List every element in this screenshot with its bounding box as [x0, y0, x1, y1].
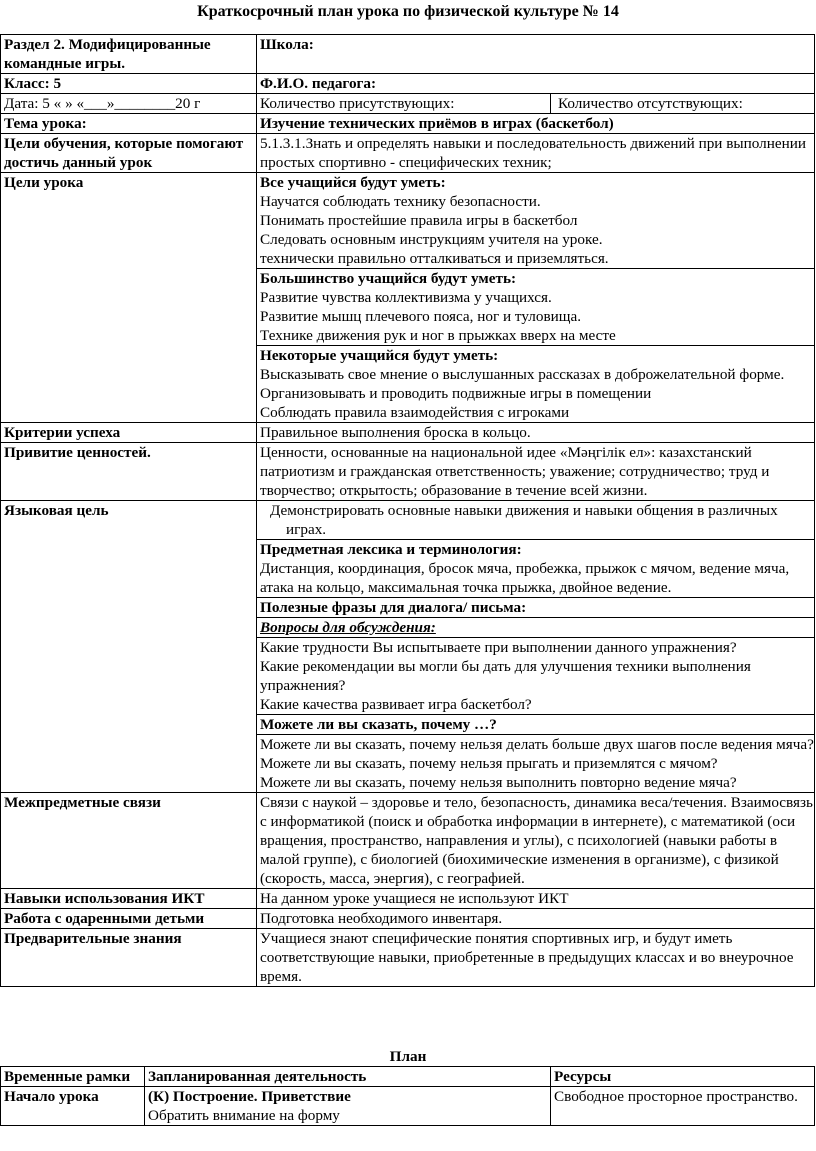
goal-item: технически правильно отталкиваться и приземляться.: [260, 250, 609, 267]
lesson-plan-table: [0, 34, 815, 987]
questions-block: [257, 618, 814, 638]
why-list: [257, 735, 814, 792]
plan-table: [0, 1066, 815, 1126]
values-value-cell: [257, 443, 815, 501]
why-item: Можете ли вы сказать, почему нельзя делать больше двух шагов после ведения мяча?: [260, 736, 814, 753]
goals-group-all: [257, 173, 814, 269]
values-value: Ценности, основанные на национальной идее «Мәңгілік ел»: казахстанский патриотизм и гражданская ответственность; уважение; сотрудничество; труд и творчество; открытость; образование в течение всей жизни.: [260, 444, 770, 499]
plan-activity-heading: (К) Построение. Приветствие: [148, 1088, 351, 1105]
plan-header-resources: [551, 1067, 815, 1087]
plan-header-activity: [145, 1067, 551, 1087]
plan-header-activity-label: Запланированная деятельность: [148, 1068, 367, 1085]
language-label: Языковая цель: [4, 502, 109, 519]
why-heading-block: [257, 715, 814, 735]
plan-time: Начало урока: [4, 1088, 99, 1105]
school-cell: [257, 35, 815, 74]
teacher-cell: [257, 74, 815, 94]
question-item: Какие трудности Вы испытываете при выполнении данного упражнения?: [260, 639, 737, 656]
question-item: Какие рекомендации вы могли бы дать для улучшения техники выполнения упражнения?: [260, 658, 751, 694]
table-row: [1, 501, 815, 793]
section-label: Раздел 2. Модифицированные командные игры.: [4, 36, 211, 72]
goals-group-most: [257, 269, 814, 346]
goals-heading: Большинство учащийся будут уметь:: [260, 270, 517, 287]
table-row: [1, 443, 815, 501]
table-row: [1, 1067, 815, 1087]
table-row: [1, 929, 815, 987]
plan-resources-cell: [551, 1087, 815, 1126]
class-cell: [1, 74, 257, 94]
question-item: Какие качества развивает игра баскетбол?: [260, 696, 532, 713]
criteria-label-cell: [1, 423, 257, 443]
cross-value: Связи с наукой – здоровье и тело, безопасность, динамика веса/течения. Взаимосвязь с информатикой (поиск и обработка информации в интернете), с математикой (оси вращения, пространство, направления и углы), с психологией (навыки работы в малой группе), с биологией (биохимические изменения в организме), с физикой (скорость, масса, энергия), с географией.: [260, 794, 813, 887]
lesson-goals-label: Цели урока: [4, 174, 84, 191]
cross-label-cell: [1, 793, 257, 889]
lesson-goals-cell: [257, 173, 815, 423]
criteria-value-cell: [257, 423, 815, 443]
vocab-block: [257, 540, 814, 598]
topic-label-cell: [1, 114, 257, 134]
table-row: [1, 114, 815, 134]
lesson-goals-label-cell: [1, 173, 257, 423]
ict-label: Навыки использования ИКТ: [4, 890, 205, 907]
prior-label-cell: [1, 929, 257, 987]
present-cell: [257, 94, 551, 114]
school-label: Школа:: [260, 36, 314, 53]
present-label: Количество присутствующих:: [260, 95, 455, 112]
ict-value: На данном уроке учащиеся не используют ИКТ: [260, 890, 569, 907]
gifted-label-cell: [1, 909, 257, 929]
goal-item: Технике движения рук и ног в прыжках вверх на месте: [260, 327, 616, 344]
language-label-cell: [1, 501, 257, 793]
questions-heading: Вопросы для обсуждения:: [260, 619, 436, 636]
goal-item: Организовывать и проводить подвижные игры в помещении: [260, 385, 652, 402]
plan-time-cell: [1, 1087, 145, 1126]
goal-item: Понимать простейшие правила игры в баскетбол: [260, 212, 578, 229]
goals-heading: Некоторые учащийся будут уметь:: [260, 347, 499, 364]
questions-list: [257, 638, 814, 715]
prior-value-cell: [257, 929, 815, 987]
absent-cell: [551, 94, 815, 114]
goal-item: Развитие чувства коллективизма у учащихся.: [260, 289, 552, 306]
plan-activity-cell: [145, 1087, 551, 1126]
topic-label: Тема урока:: [4, 115, 87, 132]
plan-activity-text: Обратить внимание на форму: [148, 1107, 340, 1124]
prior-value: Учащиеся знают специфические понятия спортивных игр, и будут иметь соответствующие навыки, приобретенные в предыдущих классах и во внеурочное время.: [260, 930, 794, 985]
criteria-label: Критерии успеха: [4, 424, 121, 441]
table-row: [1, 909, 815, 929]
plan-resources: Свободное просторное пространство.: [554, 1088, 798, 1105]
plan-title: План: [389, 1048, 427, 1065]
topic-value: Изучение технических приёмов в играх (баскетбол): [260, 115, 614, 132]
learning-goals-label: Цели обучения, которые помогают достичь данный урок: [4, 135, 244, 171]
learning-goals-value: 5.1.3.1.Знать и определять навыки и последовательность движений при выполнении простых спортивно - специфических техник;: [260, 135, 806, 171]
goal-item: Соблюдать правила взаимодействия с игроками: [260, 404, 570, 421]
values-label: Привитие ценностей.: [4, 444, 151, 461]
why-heading: Можете ли вы сказать, почему …?: [260, 716, 497, 733]
learning-goals-label-cell: [1, 134, 257, 173]
language-intro-block: [257, 501, 814, 540]
why-item: Можете ли вы сказать, почему нельзя выполнить повторно ведение мяча?: [260, 774, 737, 791]
gifted-value-cell: [257, 909, 815, 929]
phrases-block: [257, 598, 814, 618]
section-cell: [1, 35, 257, 74]
vocab-heading: Предметная лексика и терминология:: [260, 541, 522, 558]
prior-label: Предварительные знания: [4, 930, 182, 947]
cross-value-cell: [257, 793, 815, 889]
plan-header-time: [1, 1067, 145, 1087]
table-row: [1, 35, 815, 74]
gifted-label: Работа с одаренными детьми: [4, 910, 205, 927]
table-row: [1, 889, 815, 909]
values-label-cell: [1, 443, 257, 501]
goals-heading: Все учащийся будут уметь:: [260, 174, 446, 191]
language-cell: [257, 501, 815, 793]
page-title: Краткосрочный план урока по физической культуре № 14: [197, 3, 619, 20]
table-row: [1, 1087, 815, 1126]
table-row: [1, 793, 815, 889]
plan-header-resources-label: Ресурсы: [554, 1068, 612, 1085]
topic-value-cell: [257, 114, 815, 134]
gifted-value: Подготовка необходимого инвентаря.: [260, 910, 503, 927]
teacher-label: Ф.И.О. педагога:: [260, 75, 377, 92]
goal-item: Научатся соблюдать технику безопасности.: [260, 193, 541, 210]
learning-goals-value-cell: [257, 134, 815, 173]
table-row: [1, 94, 815, 114]
table-row: [1, 423, 815, 443]
class-label: Класс: 5: [4, 75, 62, 92]
ict-value-cell: [257, 889, 815, 909]
absent-label: Количество отсутствующих:: [558, 95, 743, 112]
date-label: Дата: 5 « » «___»________20 г: [4, 95, 201, 112]
goal-item: Следовать основным инструкциям учителя на уроке.: [260, 231, 603, 248]
table-row: [1, 74, 815, 94]
goal-item: Высказывать свое мнение о выслушанных рассказах в доброжелательной форме.: [260, 366, 785, 383]
vocab-text: Дистанция, координация, бросок мяча, пробежка, прыжок с мячом, ведение мяча, атака на кольцо, максимальная точка прыжка, двойное ведение.: [260, 560, 790, 596]
goal-item: Развитие мышц плечевого пояса, ног и туловища.: [260, 308, 581, 325]
ict-label-cell: [1, 889, 257, 909]
table-row: [1, 173, 815, 423]
cross-label: Межпредметные связи: [4, 794, 161, 811]
language-intro: Демонстрировать основные навыки движения и навыки общения в различных играх.: [270, 502, 778, 538]
date-cell: [1, 94, 257, 114]
phrases-heading: Полезные фразы для диалога/ письма:: [260, 599, 527, 616]
table-row: [1, 134, 815, 173]
plan-header-time-label: Временные рамки: [4, 1068, 131, 1085]
criteria-value: Правильное выполнения броска в кольцо.: [260, 424, 531, 441]
why-item: Можете ли вы сказать, почему нельзя прыгать и приземлятся с мячом?: [260, 755, 718, 772]
goals-group-some: [257, 346, 814, 422]
